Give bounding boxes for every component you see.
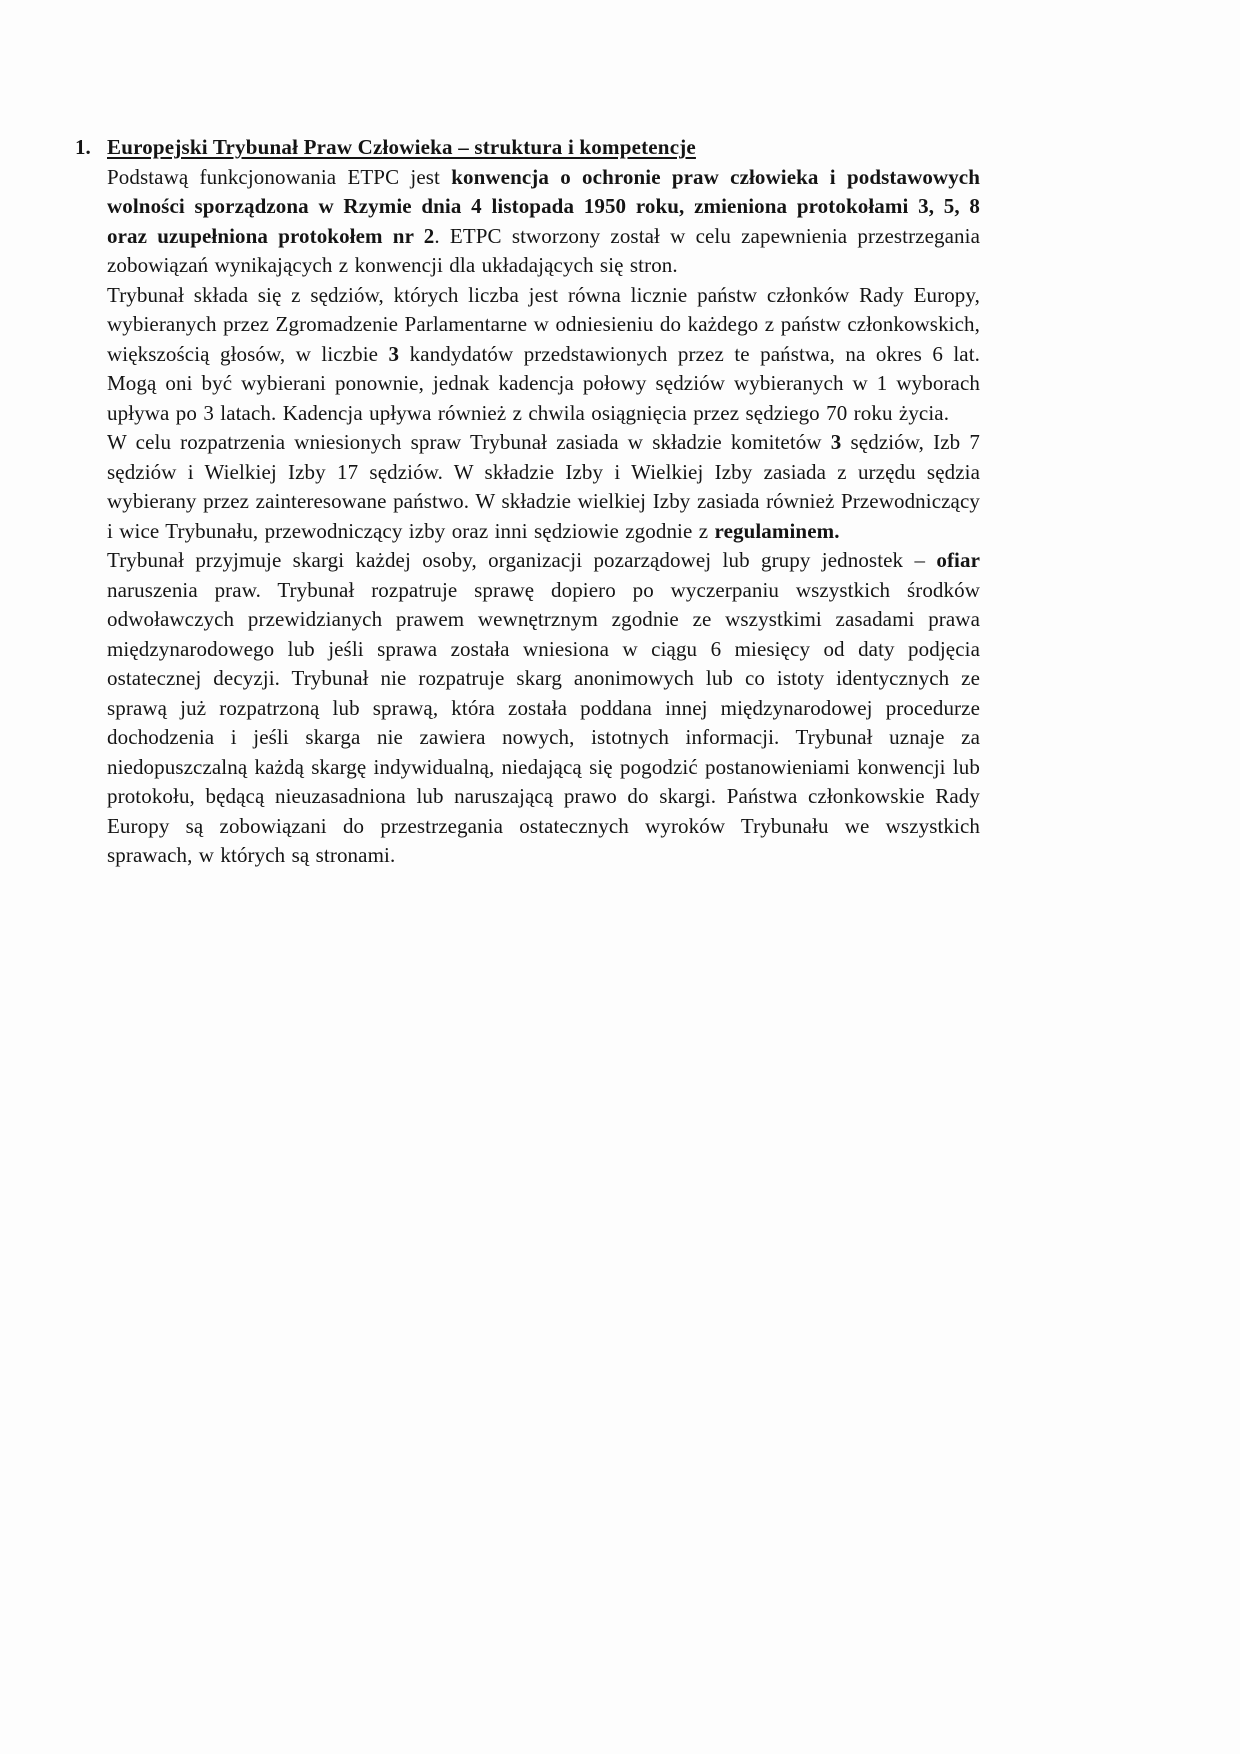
bold-text-run: konwencja o ochronie praw człowieka i podstawowych wolności sporządzona w Rzymie dnia 4 listopada 1950 roku, zmieniona protokołami 3, 5, 8 oraz uzupełniona protokołem nr 2 — [107, 164, 980, 248]
bold-text-run: 3 — [388, 341, 400, 366]
paragraph — [107, 428, 980, 546]
text-run: Trybunał przyjmuje skargi każdej osoby, organizacji pozarządowej lub grupy jednostek – — [107, 548, 937, 572]
text-run: naruszenia praw. Trybunał rozpatruje sprawę dopiero po wyczerpaniu wszystkich środków odwoławczych przewidzianych prawem wewnętrznym zgodnie ze wszystkimi zasadami prawa międzynarodowego lub jeśli sprawa została wniesiona w ciągu 6 miesięcy od daty podjęcia ostatecznej decyzji. Trybunał nie rozpatruje skarg anonimowych lub co istoty identycznych ze sprawą już rozpatrzoną lub sprawą, która została poddana innej międzynarodowej procedurze dochodzenia i jeśli skarga nie zawiera nowych, istotnych informacji. Trybunał uznaje za niedopuszczalną każdą skargę indywidualną, niedającą się pogodzić postanowieniami konwencji lub protokołu, będącą nieuzasadniona lub naruszającą prawo do skargi. Państwa członkowskie Rady Europy są zobowiązani do przestrzegania ostatecznych wyroków Trybunału we wszystkich sprawach, w których są stronami. — [107, 577, 980, 867]
list-item-number: 1. — [75, 135, 91, 159]
bold-text-run: regulaminem. — [714, 518, 840, 543]
paragraph — [107, 546, 980, 871]
bold-text-run: ofiar — [936, 548, 980, 572]
bold-text-run: 3 — [830, 430, 842, 454]
text-run: sędziów, Izb 7 sędziów i Wielkiej Izby 17 sędziów. W składzie Izby i Wielkiej Izby zasiada z urzędu sędzia wybierany przez zainteresowane państwo. W składzie wielkiej Izby zasiada również Przewodniczący i wice Trybunału, przewodniczący izby oraz inni sędziowie zgodnie z — [107, 430, 980, 543]
paragraph — [107, 163, 980, 281]
text-run: W celu rozpatrzenia wniesionych spraw Trybunał zasiada w składzie komitetów — [107, 430, 831, 454]
paragraphs — [107, 163, 980, 871]
text-run: kandydatów przedstawionych przez te państwa, na okres 6 lat. Mogą oni być wybierani ponownie, jednak kadencja połowy sędziów wybieranych w 1 wyborach upływa po 3 latach. Kadencja upływa również z chwila osiągnięcia przez sędziego 70 roku życia. — [107, 341, 981, 425]
text-run: Trybunał składa się z sędziów, których liczba jest równa licznie państw członków Rady Europy, wybieranych przez Zgromadzenie Parlamentarne w odniesieniu do każdego z państw członkowskich, większością głosów, w liczbie — [107, 282, 980, 366]
text-run: . ETPC stworzony został w celu zapewnienia przestrzegania zobowiązań wynikających z konwencji dla układających się stron. — [107, 223, 980, 277]
numbered-list-item — [75, 133, 981, 871]
text-run: Podstawą funkcjonowania ETPC jest — [107, 164, 452, 189]
paragraph — [107, 281, 980, 429]
section-heading: Europejski Trybunał Praw Człowieka – struktura i kompetencje — [107, 135, 696, 159]
list-item-body — [107, 133, 980, 871]
